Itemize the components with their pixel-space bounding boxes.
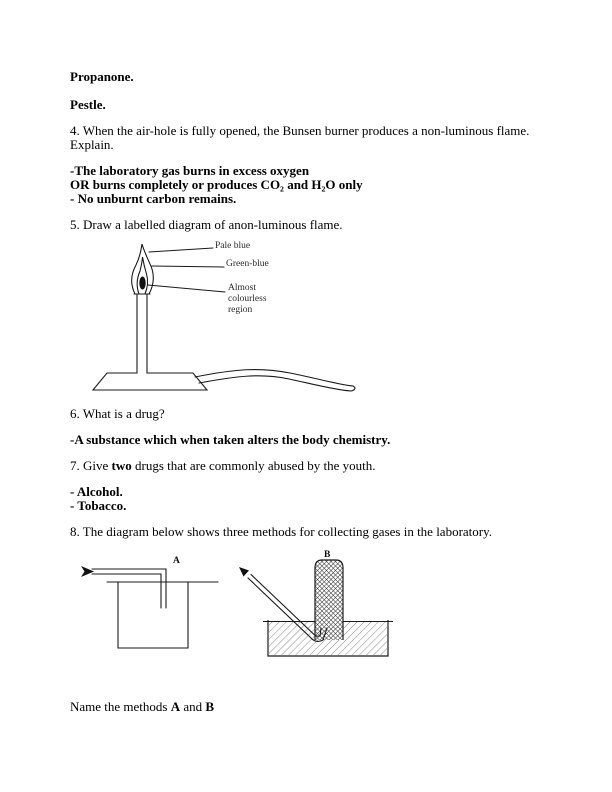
label-leader-lines (148, 248, 225, 292)
question-4-line-2: Explain. (70, 137, 114, 152)
question-5: 5. Draw a labelled diagram of anon-luminous flame. (70, 217, 343, 232)
question-7-suffix: drugs that are commonly abused by the youth. (131, 458, 376, 473)
flame-dark-inner-zone (139, 277, 145, 290)
gas-flow-arrow-a-icon (81, 566, 94, 577)
gas-flow-arrow-b-icon (239, 567, 249, 577)
question-7-bold-word: two (111, 458, 132, 473)
question-8: 8. The diagram below shows three methods for collecting gases in the laboratory. (70, 524, 493, 539)
gas-cylinder-shading (315, 560, 343, 640)
answer-7-tobacco: - Tobacco. (70, 498, 127, 513)
flame-label-green-blue: Green-blue (226, 259, 269, 269)
question-6: 6. What is a drug? (70, 406, 165, 421)
gas-jar (118, 582, 188, 648)
question-7 (70, 458, 375, 474)
answer-4-line-1: -The laboratory gas burns in excess oxygen (70, 163, 310, 178)
delivery-tube-a (92, 569, 166, 608)
gas-collection-diagram (70, 548, 410, 678)
footer-prefix: Name the methods (70, 699, 171, 714)
prompt-name-methods (70, 699, 214, 715)
footer-method-a: A (170, 699, 181, 714)
flame-label-pale-blue: Pale blue (215, 241, 251, 251)
burner-barrel (134, 294, 150, 373)
gas-hose (195, 370, 355, 391)
footer-method-b: B (205, 699, 215, 714)
answer-propanone: Propanone. (70, 69, 134, 84)
question-7-prefix: 7. Give (70, 458, 112, 473)
flame-label-almost-colourless: Almost colourless region (228, 283, 267, 315)
question-4-line-1: 4. When the air-hole is fully opened, the Bunsen burner produces a non-luminous flame. (70, 123, 530, 138)
method-a-label: A (173, 556, 180, 566)
answer-4-line-3: - No unburnt carbon remains. (70, 191, 237, 206)
answer-pestle: Pestle. (70, 97, 106, 112)
footer-and: and (180, 699, 206, 714)
answer-7-alcohol: - Alcohol. (70, 484, 123, 499)
answer-4-line-2: OR burns completely or produces CO₂ and H₂O only (70, 177, 363, 192)
method-b-label: B (324, 550, 331, 560)
burner-base (93, 373, 207, 390)
answer-6: -A substance which when taken alters the body chemistry. (70, 432, 391, 447)
